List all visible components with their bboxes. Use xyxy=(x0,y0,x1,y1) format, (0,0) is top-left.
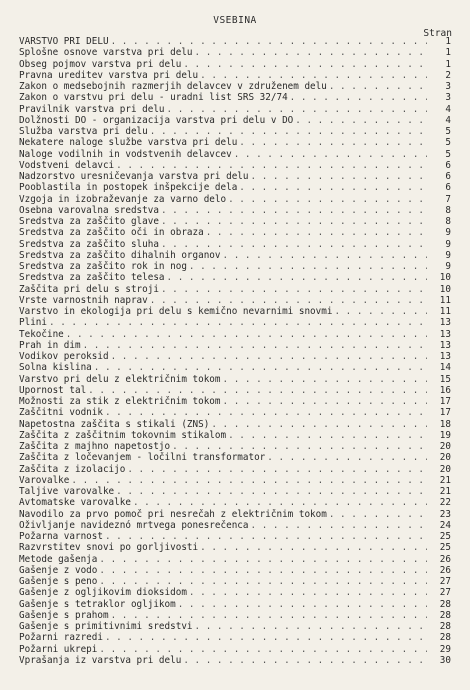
toc-entry-title: Gašenje z ogljikovim dioksidom xyxy=(19,587,187,599)
dot-leader xyxy=(105,407,427,418)
toc-entry-page: 21 xyxy=(439,486,451,497)
dot-leader xyxy=(183,59,427,70)
dot-leader xyxy=(178,599,427,610)
toc-entry-title: Solna kislina xyxy=(19,362,92,374)
toc-entry-title: VARSTVO PRI DELU xyxy=(19,36,109,47)
toc-entry-title: Zaščita pri delu s stroji xyxy=(19,283,159,295)
toc-entry-title: Sredstva za zaščito dihalnih organov xyxy=(19,249,221,261)
toc-entry xyxy=(19,261,451,272)
toc-entry xyxy=(19,137,451,148)
toc-entry-title: Zaščita z ločevanjem - ločilni transformator xyxy=(19,452,266,464)
toc-entry-page: 30 xyxy=(439,654,451,666)
toc-entry xyxy=(19,374,451,385)
toc-entry-title: Vrste varnostnih naprav xyxy=(19,294,148,306)
toc-entry xyxy=(19,306,451,317)
toc-entry-title: Tekočine xyxy=(19,328,64,340)
toc-entry xyxy=(19,182,451,193)
toc-entry xyxy=(19,104,451,115)
dot-leader xyxy=(161,284,427,295)
toc-entry-page: 6 xyxy=(445,159,451,171)
toc-entry xyxy=(19,419,451,430)
dot-leader xyxy=(49,317,427,328)
toc-entry xyxy=(19,542,451,553)
toc-entry-page: 3 xyxy=(445,81,451,92)
toc-entry-page: 27 xyxy=(439,587,451,599)
dot-leader xyxy=(111,36,427,47)
toc-entry-title: Sredstva za zaščito telesa xyxy=(19,272,165,284)
toc-entry-title: Gašenje s peno xyxy=(19,576,98,587)
toc-entry-page: 24 xyxy=(439,519,451,531)
toc-entry-title: Sredstva za zaščito rok in nog xyxy=(19,261,187,272)
toc-entry-page: 23 xyxy=(439,508,451,520)
dot-leader xyxy=(99,565,427,576)
dot-leader xyxy=(200,542,427,553)
toc-entry-page: 7 xyxy=(445,193,451,205)
toc-entry-page: 22 xyxy=(439,497,451,509)
toc-entry-page: 29 xyxy=(439,643,451,655)
dot-leader xyxy=(329,81,427,92)
toc-entry-title: Vzgoja in izobraževanje za varno delo xyxy=(19,193,227,205)
toc-entry xyxy=(19,284,451,295)
toc-entry xyxy=(19,531,451,542)
toc-entry-page: 10 xyxy=(439,272,451,284)
toc-entry xyxy=(19,340,451,351)
toc-entry-title: Gašenje s tetraklor ogljikom xyxy=(19,598,176,610)
toc-entry-title: Gašenje z vodo xyxy=(19,564,98,576)
dot-leader xyxy=(167,104,427,115)
toc-entry xyxy=(19,149,451,160)
dot-leader xyxy=(161,239,427,250)
toc-entry-title: Sredstva za zaščito oči in obraza xyxy=(19,227,204,239)
toc-entry-title: Nekatere naloge službe varstva pri delu xyxy=(19,137,238,149)
dot-leader xyxy=(99,644,427,655)
dot-leader xyxy=(189,261,427,272)
toc-entry xyxy=(19,59,451,70)
toc-entry-page: 5 xyxy=(445,148,451,160)
dot-leader xyxy=(150,126,427,137)
toc-entry-page: 20 xyxy=(439,452,451,464)
dot-leader xyxy=(234,149,427,160)
toc-entry-page: 1 xyxy=(445,47,451,59)
dot-leader xyxy=(223,396,428,407)
toc-entry xyxy=(19,160,451,171)
toc-entry-page: 5 xyxy=(445,126,451,137)
dot-leader xyxy=(267,452,427,463)
toc-entry-page: 9 xyxy=(445,227,451,239)
toc-entry xyxy=(19,464,451,475)
dot-leader xyxy=(99,576,427,587)
toc-entry-page: 2 xyxy=(445,69,451,81)
toc-entry xyxy=(19,272,451,283)
toc-entry-page: 9 xyxy=(445,238,451,250)
toc-entry xyxy=(19,115,451,126)
toc-entry-page: 16 xyxy=(439,384,451,396)
dot-leader xyxy=(116,160,427,171)
toc-entry xyxy=(19,430,451,441)
toc-entry-page: 9 xyxy=(445,261,451,272)
toc-entry-page: 13 xyxy=(439,339,451,351)
dot-leader xyxy=(105,531,427,542)
toc-entry-title: Zakon o varstvu pri delu - uradni list SRS 32/74 xyxy=(19,92,288,104)
dot-leader xyxy=(105,632,427,643)
dot-leader xyxy=(71,475,427,486)
toc-entry xyxy=(19,497,451,508)
toc-entry xyxy=(19,81,451,92)
toc-entry-title: Služba varstva pri delu xyxy=(19,126,148,137)
toc-entry-title: Upornost tal xyxy=(19,384,87,396)
toc-entry-page: 6 xyxy=(445,171,451,182)
toc-entry-title: Zaščita z majhno napetostjo xyxy=(19,441,171,452)
toc-entry-page: 28 xyxy=(439,598,451,610)
toc-entry-title: Gašenje s prahom xyxy=(19,609,109,621)
dot-leader xyxy=(88,385,427,396)
toc-entry-page: 1 xyxy=(445,58,451,70)
dot-leader xyxy=(161,216,427,227)
toc-entry xyxy=(19,194,451,205)
toc-entry-title: Razvrstitev snovi po gorljivosti xyxy=(19,542,199,554)
dot-leader xyxy=(183,655,427,666)
toc-entry-page: 18 xyxy=(439,418,451,430)
toc-entry-page: 20 xyxy=(439,441,451,452)
toc-entry-title: Dolžnosti DO - organizacija varstva pri delu v DO xyxy=(19,114,294,126)
dot-leader xyxy=(195,47,427,58)
toc-entry-page: 13 xyxy=(439,328,451,340)
toc-entry xyxy=(19,239,451,250)
toc-entry-title: Vprašanja iz varstva pri delu xyxy=(19,654,182,666)
dot-leader xyxy=(295,115,427,126)
toc-entry xyxy=(19,486,451,497)
dot-leader xyxy=(195,621,427,632)
dot-leader xyxy=(223,250,428,261)
toc-entry-title: Požarni razredi xyxy=(19,632,103,644)
toc-entry-page: 17 xyxy=(439,396,451,407)
page-title: VSEBINA xyxy=(213,15,257,26)
toc-entry-page: 4 xyxy=(445,114,451,126)
toc-entry-title: Napetostna zaščita s stikali (ZNS) xyxy=(19,418,210,430)
toc-entry-page: 10 xyxy=(439,283,451,295)
toc-entry xyxy=(19,509,451,520)
dot-leader xyxy=(200,70,427,81)
toc-entry-page: 13 xyxy=(439,317,451,329)
toc-entry-title: Varstvo in ekologija pri delu s kemično nevarnimi snovmi xyxy=(19,306,333,317)
toc-entry xyxy=(19,47,451,58)
toc-entry-page: 27 xyxy=(439,576,451,587)
toc-entry xyxy=(19,644,451,655)
toc-entry-page: 26 xyxy=(439,553,451,565)
toc-entry xyxy=(19,441,451,452)
toc-entry-title: Sredstva za zaščito sluha xyxy=(19,238,159,250)
dot-leader xyxy=(329,509,427,520)
dot-leader xyxy=(223,374,428,385)
toc-entry xyxy=(19,92,451,103)
dot-leader xyxy=(228,194,427,205)
toc-entry xyxy=(19,576,451,587)
toc-entry-title: Zaščita z izolacijo xyxy=(19,463,126,475)
toc-entry-title: Zaščita z zaščitnim tokovnim stikalom xyxy=(19,429,227,441)
toc-entry-page: 1 xyxy=(445,36,451,47)
toc-entry xyxy=(19,70,451,81)
dot-leader xyxy=(167,272,427,283)
toc-entry-title: Nadzorstvo uresničevanja varstva pri delu xyxy=(19,171,249,182)
toc-entry-page: 14 xyxy=(439,362,451,374)
toc-entry-title: Vodstveni delavci xyxy=(19,159,115,171)
toc-entry-page: 11 xyxy=(439,294,451,306)
toc-entry-title: Zaščitni vodnik xyxy=(19,407,103,419)
toc-entry-title: Pravna ureditev varstva pri delu xyxy=(19,69,199,81)
toc-entry-page: 25 xyxy=(439,542,451,554)
toc-entry xyxy=(19,385,451,396)
toc-entry-page: 3 xyxy=(445,92,451,104)
toc-entry-title: Splošne osnove varstva pri delu xyxy=(19,47,193,59)
toc-entry-title: Metode gašenja xyxy=(19,553,98,565)
toc-entry-title: Pravilnik varstva pri delu xyxy=(19,103,165,115)
toc-entry-title: Požarni ukrepi xyxy=(19,643,98,655)
toc-entry xyxy=(19,565,451,576)
toc-entry xyxy=(19,317,451,328)
toc-entry-title: Obseg pojmov varstva pri delu xyxy=(19,58,182,70)
toc-entry-title: Varovalke xyxy=(19,474,70,486)
toc-entry-page: 5 xyxy=(445,137,451,149)
toc-entry xyxy=(19,554,451,565)
toc-entry-page: 21 xyxy=(439,474,451,486)
toc-entry-title: Sredstva za zaščito glave xyxy=(19,216,159,227)
toc-entry-title: Zakon o medsebojnih razmerjih delavcev v združenem delu xyxy=(19,81,327,92)
toc-entry-title: Vodikov peroksid xyxy=(19,351,109,362)
toc-entry-page: 4 xyxy=(445,103,451,115)
toc-entry-title: Varstvo pri delu z električnim tokom xyxy=(19,373,221,385)
toc-entry xyxy=(19,171,451,182)
toc-entry xyxy=(19,621,451,632)
dot-leader xyxy=(228,430,427,441)
toc-entry xyxy=(19,396,451,407)
toc-entry-title: Avtomatske varovalke xyxy=(19,497,131,509)
dot-leader xyxy=(111,610,427,621)
dot-leader xyxy=(239,137,427,148)
toc-entry-page: 28 xyxy=(439,632,451,644)
toc-entry-page: 13 xyxy=(439,351,451,362)
dot-leader xyxy=(111,351,427,362)
toc-entry-page: 11 xyxy=(439,306,451,317)
toc-entry-title: Možnosti za stik z električnim tokom xyxy=(19,396,221,407)
toc-entry-page: 15 xyxy=(439,373,451,385)
toc-entry xyxy=(19,632,451,643)
dot-leader xyxy=(133,497,427,508)
toc-entry xyxy=(19,452,451,463)
table-of-contents xyxy=(19,36,451,666)
toc-entry-title: Plini xyxy=(19,317,47,329)
toc-entry-page: 28 xyxy=(439,609,451,621)
toc-entry-page: 25 xyxy=(439,531,451,542)
toc-entry-title: Navodilo za prvo pomoč pri nesrečah z električnim tokom xyxy=(19,508,327,520)
dot-leader xyxy=(83,340,427,351)
dot-leader xyxy=(116,486,427,497)
toc-entry-page: 6 xyxy=(445,182,451,194)
dot-leader xyxy=(211,419,427,430)
toc-entry-page: 26 xyxy=(439,564,451,576)
dot-leader xyxy=(290,92,427,103)
dot-leader xyxy=(66,329,427,340)
dot-leader xyxy=(206,227,427,238)
page-column-header: Stran xyxy=(423,28,452,39)
toc-entry xyxy=(19,295,451,306)
toc-entry xyxy=(19,407,451,418)
toc-entry-title: Taljive varovalke xyxy=(19,486,115,497)
dot-leader xyxy=(251,171,428,182)
dot-leader xyxy=(334,306,427,317)
toc-entry-title: Gašenje s primitivnimi sredstvi xyxy=(19,621,193,632)
dot-leader xyxy=(127,464,427,475)
toc-entry xyxy=(19,205,451,216)
toc-entry-title: Pooblastila in postopek inšpekcije dela xyxy=(19,182,238,194)
toc-entry xyxy=(19,126,451,137)
toc-entry-title: Osebna varovalna sredstva xyxy=(19,204,159,216)
toc-entry xyxy=(19,227,451,238)
toc-entry-page: 17 xyxy=(439,407,451,419)
toc-entry xyxy=(19,250,451,261)
toc-entry-page: 8 xyxy=(445,216,451,227)
toc-entry xyxy=(19,362,451,373)
toc-entry-title: Prah in dim xyxy=(19,339,81,351)
toc-entry xyxy=(19,351,451,362)
toc-entry-page: 9 xyxy=(445,249,451,261)
toc-entry-page: 19 xyxy=(439,429,451,441)
toc-entry-title: Oživljanje navideznó mrtvega ponesrečenca xyxy=(19,519,249,531)
toc-entry-title: Požarna varnost xyxy=(19,531,103,542)
toc-entry xyxy=(19,475,451,486)
dot-leader xyxy=(94,362,427,373)
toc-entry-title: Naloge vodilnih in vodstvenih delavcev xyxy=(19,148,232,160)
toc-entry xyxy=(19,329,451,340)
toc-entry xyxy=(19,599,451,610)
toc-entry xyxy=(19,36,451,47)
dot-leader xyxy=(189,587,427,598)
dot-leader xyxy=(172,441,427,452)
dot-leader xyxy=(150,295,427,306)
toc-entry xyxy=(19,520,451,531)
toc-entry xyxy=(19,216,451,227)
dot-leader xyxy=(239,182,427,193)
dot-leader xyxy=(251,520,428,531)
toc-entry xyxy=(19,587,451,598)
toc-entry xyxy=(19,655,451,666)
toc-entry-page: 20 xyxy=(439,463,451,475)
toc-entry-page: 8 xyxy=(445,204,451,216)
dot-leader xyxy=(161,205,427,216)
toc-entry-page: 28 xyxy=(439,621,451,632)
toc-entry xyxy=(19,610,451,621)
dot-leader xyxy=(99,554,427,565)
